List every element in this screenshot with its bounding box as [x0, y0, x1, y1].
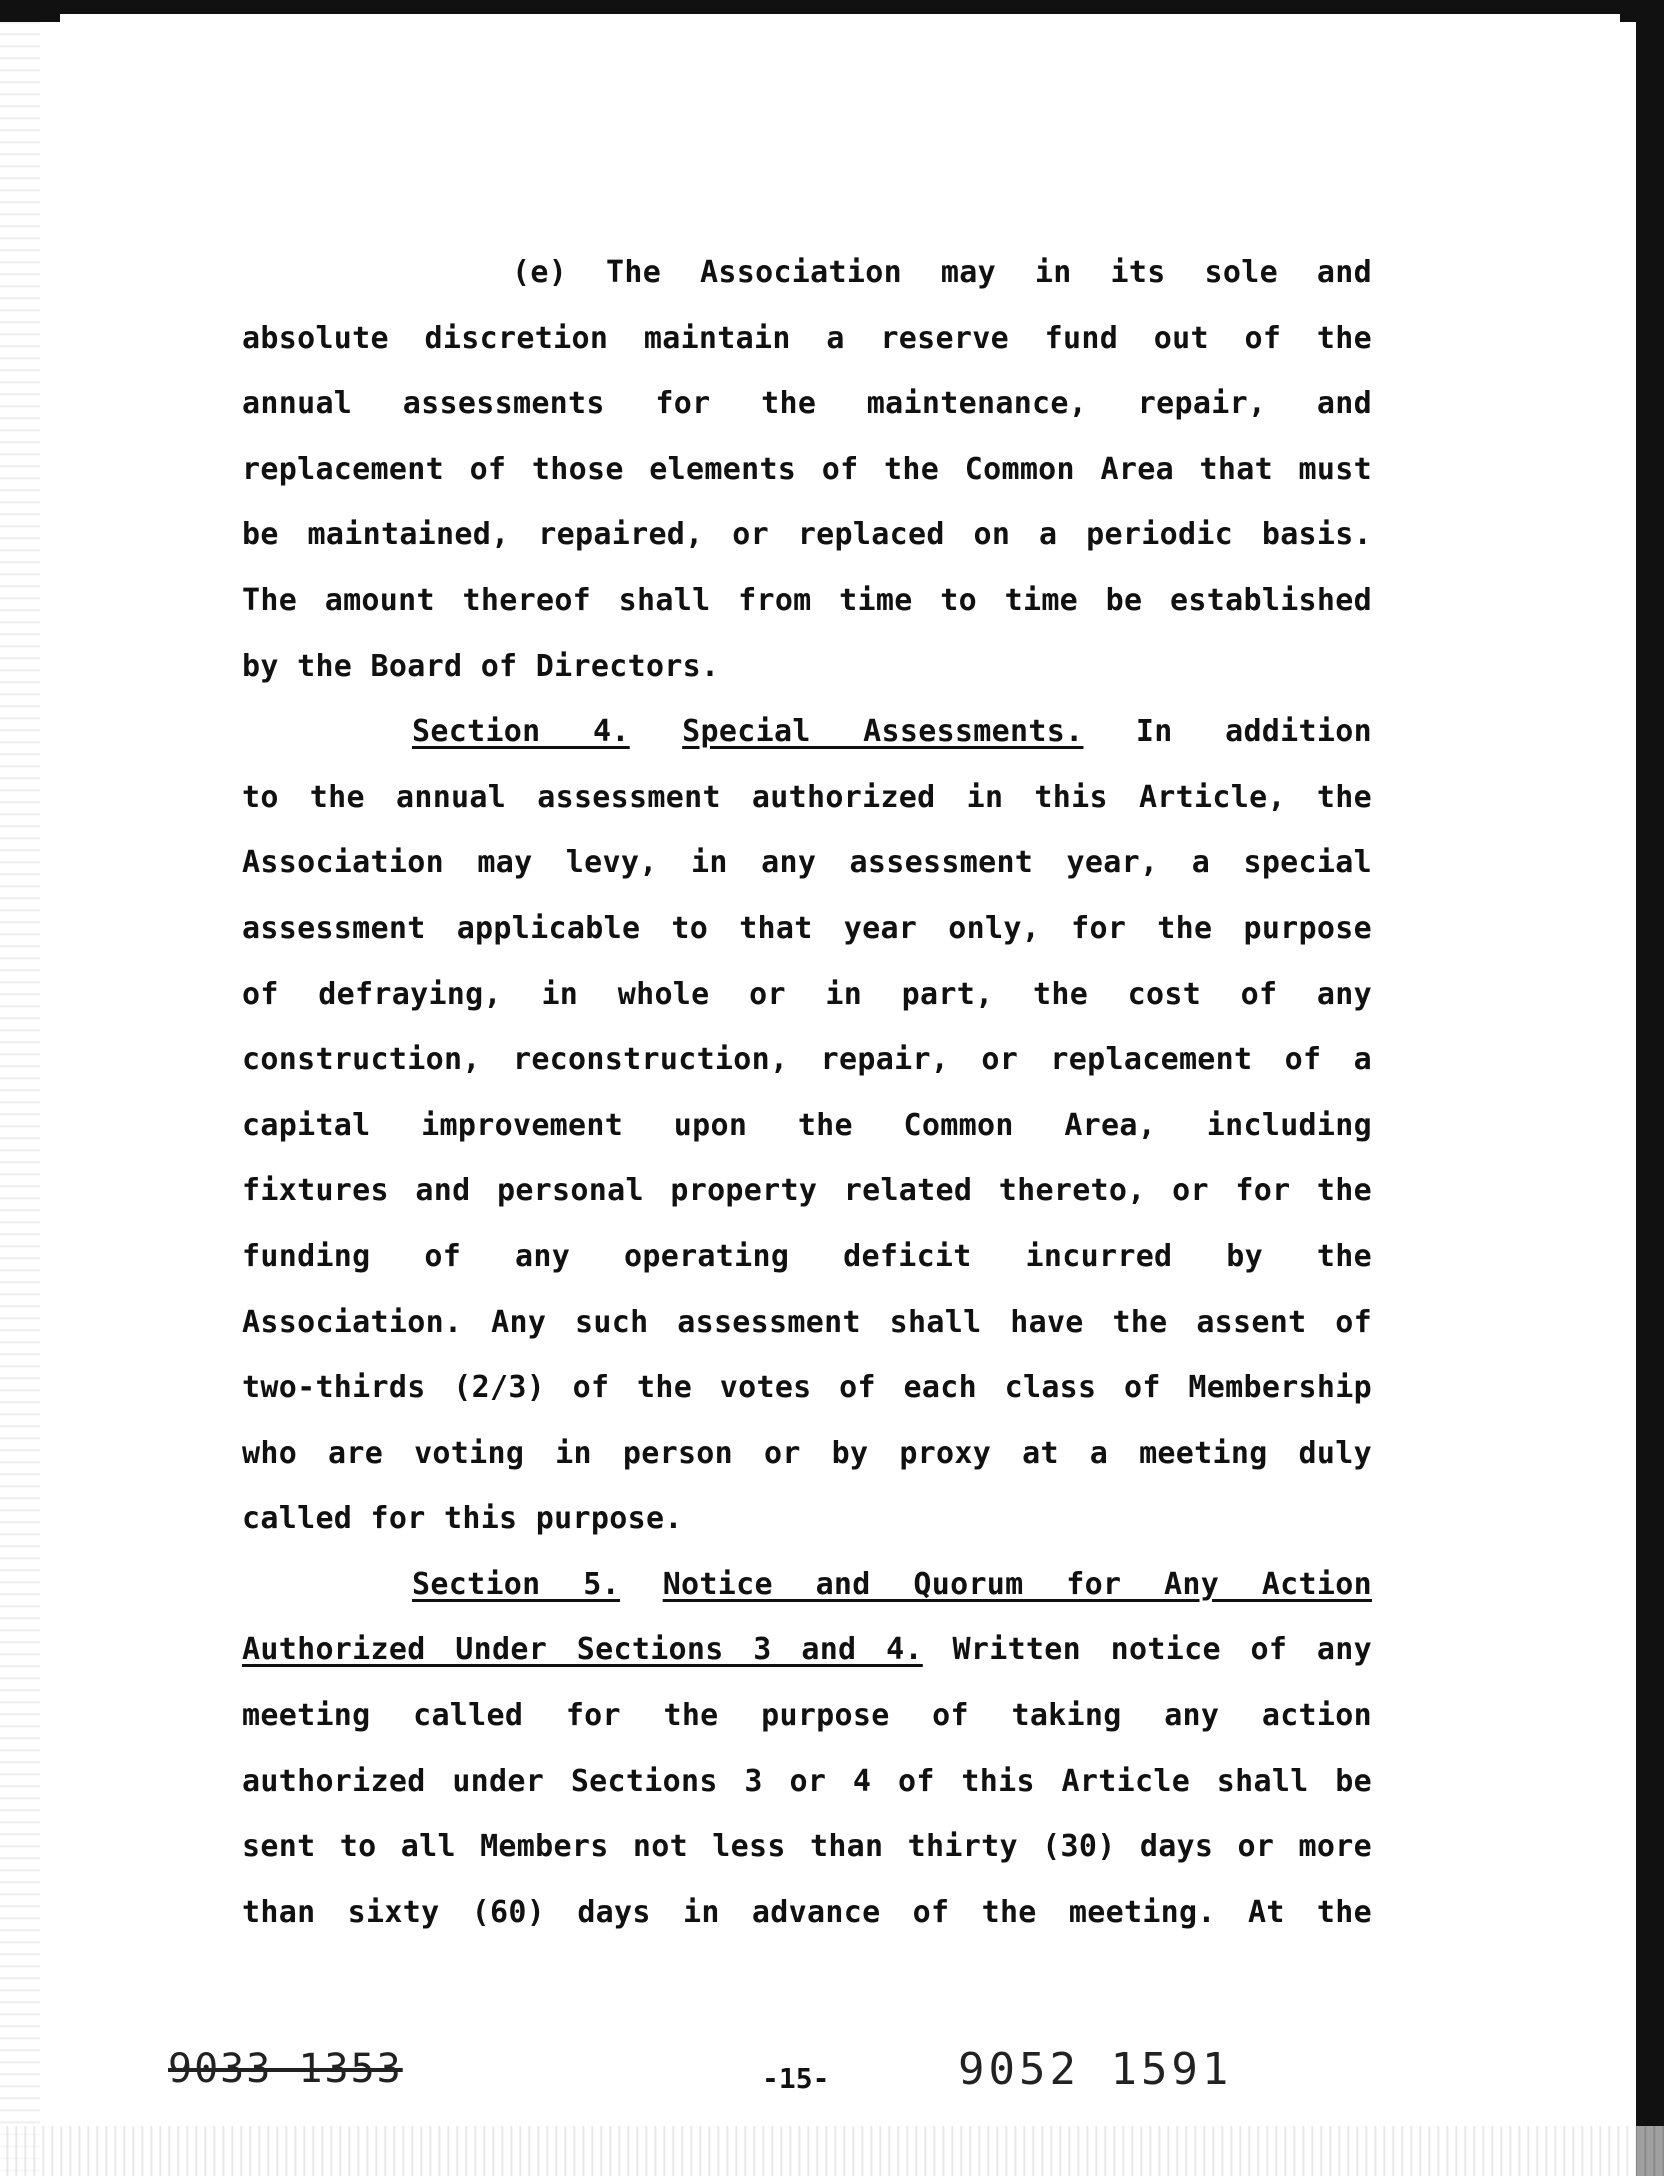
section-4-line: to the annual assessment authorized in this Article, the	[242, 779, 1372, 815]
section-4-first-line-rest: In addition	[1135, 714, 1372, 750]
section-5-line: sent to all Members not less than thirty (30) days or more	[242, 1829, 1372, 1865]
page-footer	[0, 2040, 1664, 2120]
paragraph-e-line: by the Board of Directors.	[242, 648, 720, 684]
section-4-line: funding of any operating deficit incurred by the	[242, 1238, 1372, 1274]
section-5-line: meeting called for the purpose of taking any action	[242, 1698, 1372, 1734]
section-4-line: assessment applicable to that year only, for the purpose	[242, 910, 1372, 946]
footer-page-number: -15-	[762, 2062, 830, 2095]
section-4-label: Section 4.	[412, 714, 630, 750]
paragraph-e-line: absolute discretion maintain a reserve fund out of the	[242, 320, 1372, 356]
section-5-line: than sixty (60) days in advance of the meeting. At the	[242, 1894, 1372, 1930]
section-4-heading-line	[242, 699, 1372, 765]
scan-edge-bottom	[0, 2126, 1664, 2176]
paragraph-e-line: annual assessments for the maintenance, repair, and	[242, 386, 1372, 422]
section-5-title-part1: Notice and Quorum for Any Action	[662, 1566, 1372, 1602]
section-5-heading-line	[242, 1552, 1372, 1618]
section-4-line: construction, reconstruction, repair, or replacement of a	[242, 1042, 1372, 1078]
scan-edge-left	[0, 0, 40, 2176]
paragraph-e-line: (e) The Association may in its sole and	[512, 255, 1372, 290]
section-5-second-line-rest: Written notice of any	[952, 1632, 1372, 1668]
section-4-line: Association may levy, in any assessment year, a special	[242, 845, 1372, 881]
footer-old-record-number: 9033 1353	[168, 2046, 403, 2092]
section-4-line: Association. Any such assessment shall have the assent of	[242, 1304, 1372, 1340]
section-5-heading-line-2	[242, 1617, 1372, 1683]
paragraph-e-line: The amount thereof shall from time to time be established	[242, 582, 1372, 618]
section-5-line: authorized under Sections 3 or 4 of this Article shall be	[242, 1763, 1372, 1799]
footer-new-record-number: 9052 1591	[958, 2044, 1233, 2095]
section-4-line: of defraying, in whole or in part, the cost of any	[242, 976, 1372, 1012]
section-4-line: capital improvement upon the Common Area, including	[242, 1107, 1372, 1143]
paragraph-e-line: replacement of those elements of the Common Area that must	[242, 451, 1372, 487]
section-4-title: Special Assessments.	[682, 714, 1084, 750]
section-5-label: Section 5.	[412, 1566, 620, 1602]
paragraph-e-line: be maintained, repaired, or replaced on a periodic basis.	[242, 517, 1372, 553]
scan-edge-top-inner	[60, 14, 1620, 26]
section-5-title-part2: Authorized Under Sections 3 and 4.	[242, 1632, 923, 1668]
section-4-line: called for this purpose.	[242, 1501, 683, 1537]
document-body	[242, 240, 1372, 1945]
section-4-line: two-thirds (2/3) of the votes of each class of Membership	[242, 1370, 1372, 1406]
section-4-line: who are voting in person or by proxy at a meeting duly	[242, 1435, 1372, 1471]
scan-edge-right	[1636, 0, 1664, 2176]
section-4-line: fixtures and personal property related thereto, or for the	[242, 1173, 1372, 1209]
